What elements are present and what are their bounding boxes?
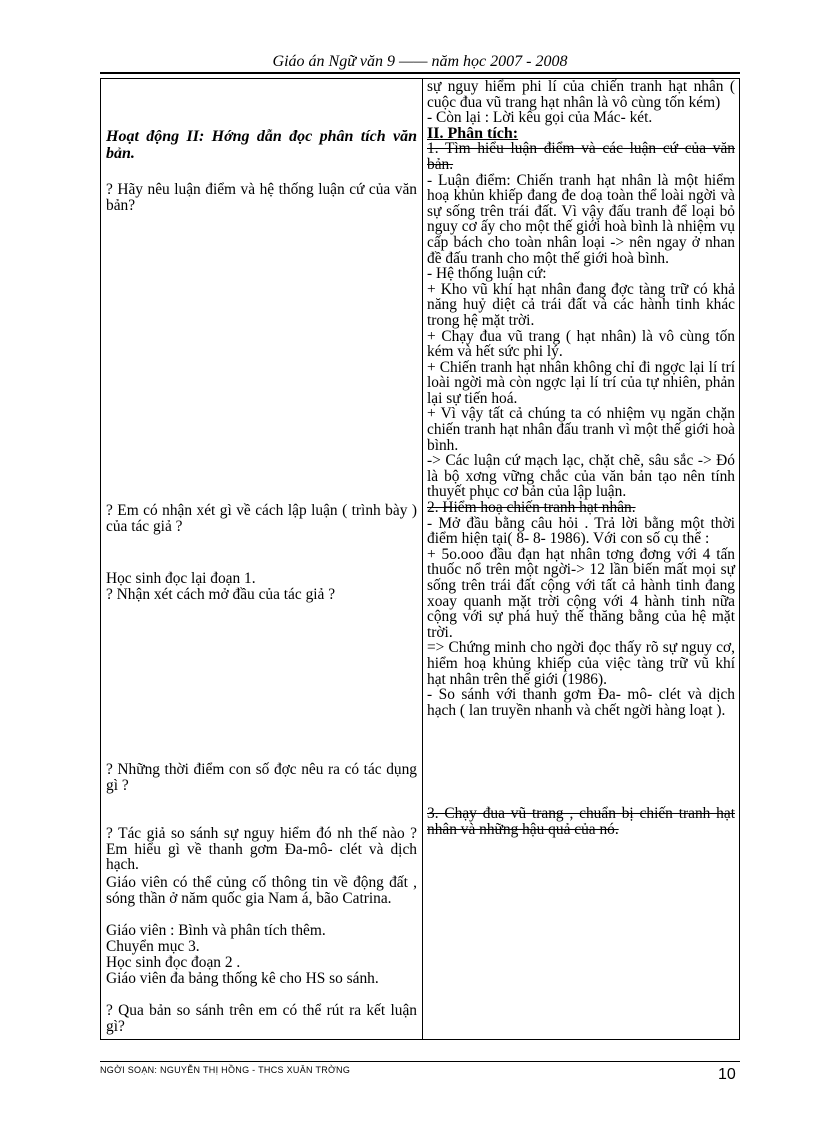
footer-rule [100, 1061, 740, 1062]
supporting-argument-3: + Chiến tranh hạt nhân không chỉ đi ngợc lại lí trí loài ngời mà còn ngợc lại lí trí của tự nhiên, phản lại sự tiến hoá. [427, 358, 735, 407]
supporting-arguments-heading: - Hệ thống luận cứ: [427, 265, 547, 283]
section-analysis-heading: II. Phân tích: [427, 124, 519, 142]
next-section: Chuyển mục 3. [106, 938, 200, 955]
content-call: - Còn lại : Lời kêu gọi của Mác- két. [427, 109, 653, 127]
footer-author: NGỜI SOẠN: NGUYỄN THỊ HỒNG - THCS XUÂN TRỜNG [100, 1065, 351, 1075]
header-rule [100, 72, 740, 74]
comparison-analysis: - So sánh với thanh gơm Đa- mô- clét và dịch hạch ( lan truyền nhanh và chết ngời hàng loạt ). [427, 686, 735, 719]
student-read-passage-2: Học sinh đọc đoạn 2 . [106, 954, 241, 971]
opening-analysis: - Mở đầu bằng câu hỏi . Trả lời bằng một thời điểm hiện tại( 8- 8- 1986). Với con số cụ thể : [427, 514, 735, 548]
page-number: 10 [718, 1066, 736, 1083]
question-argumentation: ? Em có nhận xét gì về cách lập luận ( trình bày ) của tác giả ? [106, 502, 417, 535]
subsection-2-heading: 2. Hiểm hoạ chiến tranh hạt nhân. [427, 499, 636, 517]
content-column [423, 79, 740, 1040]
supporting-argument-4: + Vì vậy tất cả chúng ta có nhiệm vụ ngăn chặn chiến tranh hạt nhân đấu tranh vì một thế giới hoà bình. [427, 405, 735, 454]
question-comparison: ? Tác giả so sánh sự nguy hiểm đó nh thế nào ? Em hiểu gì về thanh gơm Đa-mô- clét và dịch hạch. [106, 825, 417, 874]
teacher-analysis: Giáo viên : Bình và phân tích thêm. [106, 922, 326, 939]
figures-analysis: + 5o.ooo đầu đạn hạt nhân tơng đơng với 4 tấn thuốc nổ trên một ngời-> 12 lần biến mất mọi sự sống trên trái đất cộng với tất cả hành tinh đang xoay quanh mặt trời cộng với 4 hành tinh nữa cộng với sự phá huỷ thế thăng bằng của hệ mặt trời. [427, 545, 735, 641]
main-argument: - Luận điểm: Chiến tranh hạt nhân là một hiểm hoạ khủn khiếp đang đe doạ toàn thể loài ngời và sự sống trên trái đất. Vì vậy đấu tranh để loại bỏ nguy cơ ấy cho một thế giới hoà bình là nhiệm vụ cấp bách cho toàn nhân loại -> nên ngay ở nhan đề đấu tranh cho một thế giới hoà bình. [427, 171, 735, 267]
figures-conclusion: => Chứng minh cho ngời đọc thấy rõ sự nguy cơ, hiểm hoạ khủng khiếp của việc tàng trữ vũ khí hạt nhân trên thế giới (1986). [427, 639, 735, 688]
subsection-3-heading: 3. Chạy đua vũ trang , chuẩn bị chiến tranh hạt nhân và những hậu quả của nó. [427, 805, 735, 838]
supporting-argument-2: + Chạy đua vũ trang ( hạt nhân) là vô cùng tốn kém và hết sức phi lý. [427, 327, 735, 361]
question-figures: ? Những thời điểm con số đợc nêu ra có tác dụng gì ? [106, 761, 417, 794]
question-argument-system: ? Hãy nêu luận điểm và hệ thống luận cứ của văn bản? [106, 181, 417, 214]
page-header: Giáo án Ngữ văn 9 —— năm học 2007 - 2008 [272, 53, 568, 70]
question-opening: ? Nhận xét cách mở đầu của tác giả ? [106, 586, 336, 603]
question-conclusion: ? Qua bản so sánh trên em có thể rút ra kết luận gì? [106, 1002, 417, 1035]
lesson-table [100, 78, 740, 1040]
argument-evaluation: -> Các luận cứ mạch lạc, chặt chẽ, sâu sắc -> Đó là bộ xơng vững chắc của văn bản tạo nên tính thuyết phục cơ bản của lập luận. [427, 452, 735, 501]
content-intro: sự nguy hiểm phi lí của chiến tranh hạt nhân ( cuộc đua vũ trang hạt nhân là vô cùng tốn kém) [427, 78, 735, 111]
activity-column [101, 79, 423, 1040]
subsection-1-heading: 1. Tìm hiểu luận điểm và các luận cứ của văn bản. [427, 140, 735, 173]
activity-heading: Hoạt động II: Hớng dẫn đọc phân tích văn bản. [106, 128, 417, 162]
supporting-argument-1: + Kho vũ khí hạt nhân đang đợc tàng trữ có khả năng huỷ diệt cả trái đất và các hành tinh khác trong hệ mặt trời. [427, 280, 735, 329]
teacher-statistics-table: Giáo viên đa bảng thống kê cho HS so sánh. [106, 970, 379, 987]
student-read-passage-1: Học sinh đọc lại đoạn 1. [106, 570, 256, 587]
teacher-reinforce-info: Giáo viên có thể củng cố thông tin về động đất , sóng thần ở năm quốc gia Nam á, bão Catrina. [106, 874, 417, 907]
